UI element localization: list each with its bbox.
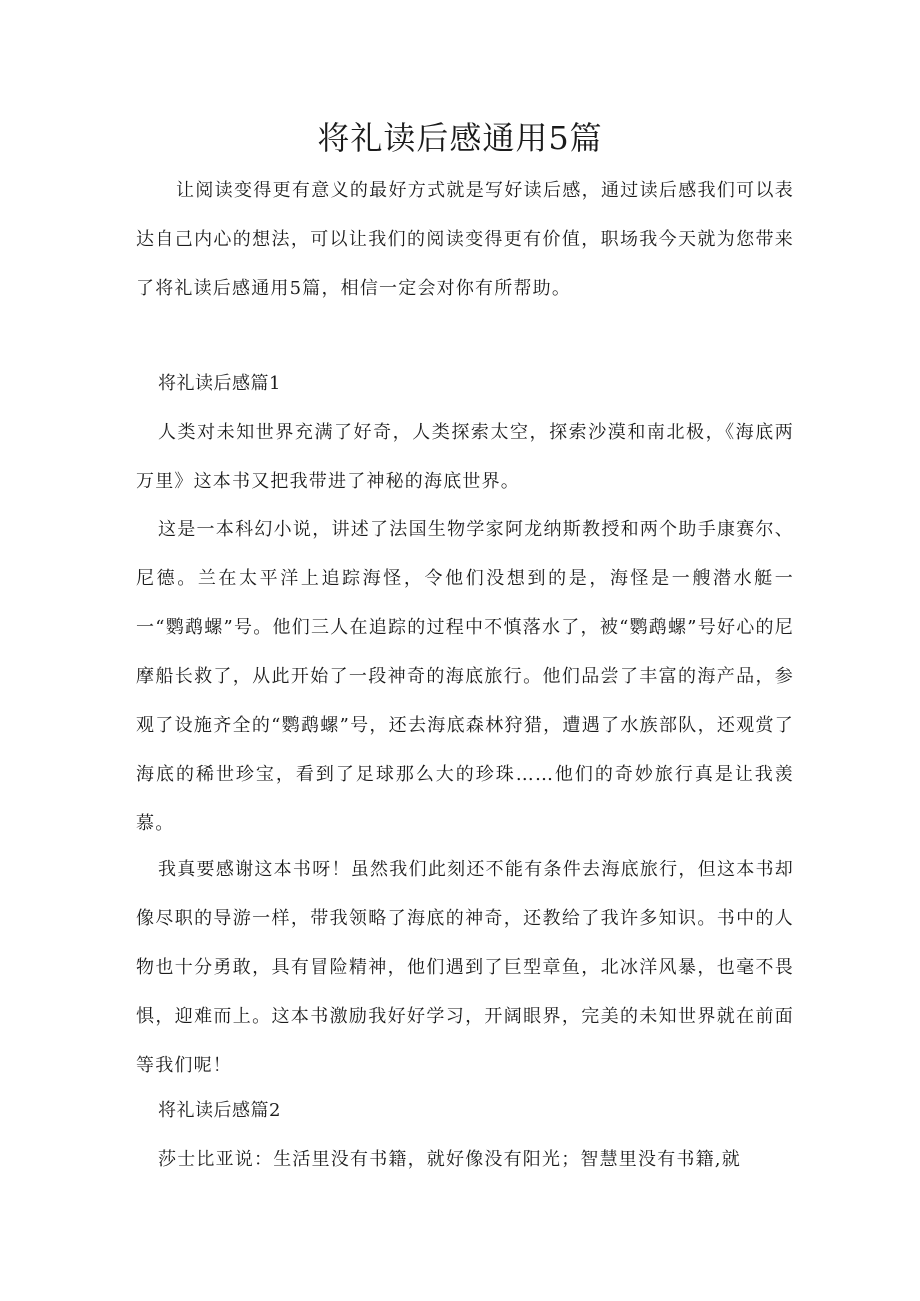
intro-paragraph: 让阅读变得更有意义的最好方式就是写好读后感，通过读后感我们可以表达自己内心的想法，可以让我们的阅读变得更有价值，职场我今天就为您带来了将礼读后感通用5篇，相信一定会对你有所帮助。: [136, 180, 794, 299]
section-heading-2: 将礼读后感篇2: [158, 1100, 281, 1121]
section-1-paragraph-1: 人类对未知世界充满了好奇，人类探索太空，探索沙漠和南北极，《海底两万里》这本书又把我带进了神秘的海底世界。: [136, 422, 794, 492]
section-heading-1: 将礼读后感篇1: [158, 373, 281, 394]
document-title: 将礼读后感通用5篇: [317, 119, 603, 157]
section-1-paragraph-3: 我真要感谢这本书呀！虽然我们此刻还不能有条件去海底旅行，但这本书却像尽职的导游一样，带我领略了海底的神奇，还教给了我许多知识。书中的人物也十分勇敢，具有冒险精神，他们遇到了巨型章鱼，北冰洋风暴，也毫不畏惧，迎难而上。这本书激励我好好学习，开阔眼界，完美的未知世界就在前面等我们呢！: [136, 859, 794, 1076]
section-1-paragraph-2: 这是一本科幻小说，讲述了法国生物学家阿龙纳斯教授和两个助手康赛尔、尼德。兰在太平洋上追踪海怪，令他们没想到的是，海怪是一艘潜水艇一一“鹦鹉螺”号。他们三人在追踪的过程中不慎落水了，被“鹦鹉螺”号好心的尼摩船长救了，从此开始了一段神奇的海底旅行。他们品尝了丰富的海产品，参观了设施齐全的“鹦鹉螺”号，还去海底森林狩猎，遭遇了水族部队，还观赏了海底的稀世珍宝，看到了足球那么大的珍珠……他们的奇妙旅行真是让我羡慕。: [136, 519, 794, 834]
section-2-paragraph-1: 莎士比亚说：生活里没有书籍，就好像没有阳光；智慧里没有书籍,就: [158, 1149, 741, 1170]
